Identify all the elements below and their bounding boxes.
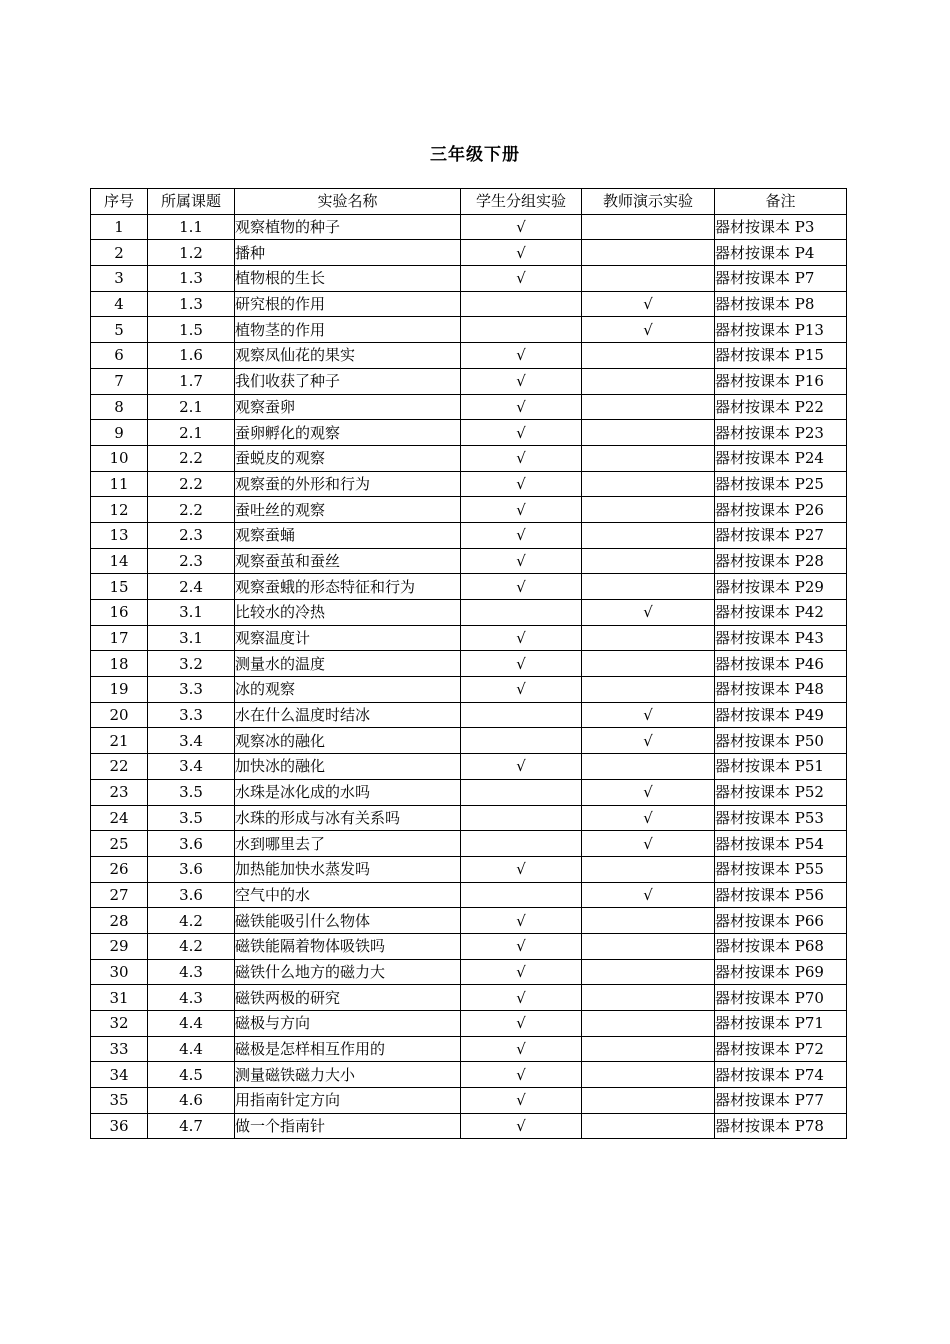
table-row [91, 1011, 847, 1037]
cell-student: √ [461, 1011, 582, 1037]
table-row [91, 702, 847, 728]
header-teacher: 教师演示实验 [582, 189, 715, 215]
cell-note: 器材按课本 P55 [715, 856, 847, 882]
cell-name: 蚕吐丝的观察 [235, 497, 461, 523]
cell-no: 24 [91, 805, 148, 831]
cell-no: 16 [91, 600, 148, 626]
cell-note: 器材按课本 P69 [715, 959, 847, 985]
experiment-table [90, 188, 847, 1139]
cell-no: 25 [91, 831, 148, 857]
cell-note: 器材按课本 P15 [715, 343, 847, 369]
cell-student: √ [461, 368, 582, 394]
table-row [91, 548, 847, 574]
cell-no: 33 [91, 1036, 148, 1062]
cell-student: √ [461, 908, 582, 934]
cell-topic: 3.6 [148, 831, 235, 857]
cell-no: 15 [91, 574, 148, 600]
cell-no: 12 [91, 497, 148, 523]
cell-name: 加热能加快水蒸发吗 [235, 856, 461, 882]
cell-note: 器材按课本 P29 [715, 574, 847, 600]
cell-name: 观察植物的种子 [235, 214, 461, 240]
cell-no: 10 [91, 445, 148, 471]
table-row [91, 754, 847, 780]
cell-student [461, 600, 582, 626]
cell-topic: 1.5 [148, 317, 235, 343]
cell-student [461, 831, 582, 857]
cell-name: 磁极是怎样相互作用的 [235, 1036, 461, 1062]
cell-topic: 1.7 [148, 368, 235, 394]
cell-name: 水到哪里去了 [235, 831, 461, 857]
cell-name: 加快冰的融化 [235, 754, 461, 780]
table-row [91, 1088, 847, 1114]
cell-topic: 3.2 [148, 651, 235, 677]
cell-note: 器材按课本 P4 [715, 240, 847, 266]
cell-teacher [582, 343, 715, 369]
cell-no: 21 [91, 728, 148, 754]
cell-name: 观察蚕的外形和行为 [235, 471, 461, 497]
cell-teacher [582, 985, 715, 1011]
cell-student: √ [461, 959, 582, 985]
header-note: 备注 [715, 189, 847, 215]
cell-topic: 3.1 [148, 625, 235, 651]
cell-note: 器材按课本 P54 [715, 831, 847, 857]
cell-topic: 3.6 [148, 882, 235, 908]
table-row [91, 1113, 847, 1139]
cell-student: √ [461, 522, 582, 548]
cell-name: 磁铁两极的研究 [235, 985, 461, 1011]
cell-no: 26 [91, 856, 148, 882]
cell-teacher [582, 548, 715, 574]
cell-note: 器材按课本 P68 [715, 933, 847, 959]
cell-no: 8 [91, 394, 148, 420]
table-row [91, 240, 847, 266]
cell-note: 器材按课本 P43 [715, 625, 847, 651]
cell-note: 器材按课本 P13 [715, 317, 847, 343]
cell-note: 器材按课本 P7 [715, 266, 847, 292]
table-row [91, 651, 847, 677]
cell-teacher [582, 959, 715, 985]
cell-note: 器材按课本 P70 [715, 985, 847, 1011]
cell-note: 器材按课本 P77 [715, 1088, 847, 1114]
cell-name: 做一个指南针 [235, 1113, 461, 1139]
cell-teacher [582, 933, 715, 959]
cell-name: 蚕卵孵化的观察 [235, 420, 461, 446]
cell-topic: 4.7 [148, 1113, 235, 1139]
cell-topic: 3.5 [148, 779, 235, 805]
cell-topic: 2.3 [148, 548, 235, 574]
cell-teacher: √ [582, 702, 715, 728]
cell-student: √ [461, 1062, 582, 1088]
table-row [91, 882, 847, 908]
cell-note: 器材按课本 P49 [715, 702, 847, 728]
table-row [91, 394, 847, 420]
cell-no: 3 [91, 266, 148, 292]
cell-teacher [582, 214, 715, 240]
cell-topic: 2.2 [148, 497, 235, 523]
cell-topic: 4.2 [148, 933, 235, 959]
table-row [91, 471, 847, 497]
cell-teacher [582, 497, 715, 523]
table-row [91, 677, 847, 703]
cell-topic: 2.1 [148, 420, 235, 446]
cell-student [461, 702, 582, 728]
cell-student: √ [461, 651, 582, 677]
cell-topic: 1.6 [148, 343, 235, 369]
cell-name: 磁铁什么地方的磁力大 [235, 959, 461, 985]
cell-no: 36 [91, 1113, 148, 1139]
header-student: 学生分组实验 [461, 189, 582, 215]
cell-no: 19 [91, 677, 148, 703]
cell-teacher [582, 677, 715, 703]
cell-note: 器材按课本 P51 [715, 754, 847, 780]
cell-note: 器材按课本 P46 [715, 651, 847, 677]
cell-no: 29 [91, 933, 148, 959]
table-row [91, 574, 847, 600]
cell-note: 器材按课本 P8 [715, 291, 847, 317]
cell-student: √ [461, 933, 582, 959]
cell-topic: 3.4 [148, 754, 235, 780]
cell-student: √ [461, 985, 582, 1011]
cell-teacher [582, 420, 715, 446]
cell-teacher [582, 240, 715, 266]
cell-student: √ [461, 471, 582, 497]
cell-no: 20 [91, 702, 148, 728]
cell-note: 器材按课本 P26 [715, 497, 847, 523]
cell-name: 蚕蜕皮的观察 [235, 445, 461, 471]
cell-note: 器材按课本 P3 [715, 214, 847, 240]
table-row [91, 805, 847, 831]
cell-name: 观察蚕卵 [235, 394, 461, 420]
cell-teacher: √ [582, 779, 715, 805]
cell-name: 植物根的生长 [235, 266, 461, 292]
table-row [91, 497, 847, 523]
cell-student: √ [461, 394, 582, 420]
cell-teacher: √ [582, 805, 715, 831]
cell-teacher [582, 856, 715, 882]
cell-name: 冰的观察 [235, 677, 461, 703]
cell-no: 17 [91, 625, 148, 651]
cell-no: 2 [91, 240, 148, 266]
cell-note: 器材按课本 P24 [715, 445, 847, 471]
cell-teacher [582, 266, 715, 292]
cell-student: √ [461, 574, 582, 600]
cell-no: 7 [91, 368, 148, 394]
table-row [91, 291, 847, 317]
table-row [91, 933, 847, 959]
cell-student: √ [461, 548, 582, 574]
cell-no: 6 [91, 343, 148, 369]
cell-student [461, 291, 582, 317]
cell-no: 23 [91, 779, 148, 805]
table-row [91, 728, 847, 754]
table-row [91, 908, 847, 934]
cell-no: 27 [91, 882, 148, 908]
table-row [91, 445, 847, 471]
header-no: 序号 [91, 189, 148, 215]
cell-student: √ [461, 266, 582, 292]
table-row [91, 317, 847, 343]
cell-student: √ [461, 343, 582, 369]
cell-student: √ [461, 1113, 582, 1139]
cell-student: √ [461, 1036, 582, 1062]
cell-note: 器材按课本 P42 [715, 600, 847, 626]
cell-teacher: √ [582, 882, 715, 908]
cell-name: 比较水的冷热 [235, 600, 461, 626]
header-name: 实验名称 [235, 189, 461, 215]
cell-name: 水珠的形成与冰有关系吗 [235, 805, 461, 831]
cell-note: 器材按课本 P74 [715, 1062, 847, 1088]
table-body [91, 214, 847, 1139]
cell-teacher: √ [582, 291, 715, 317]
cell-student: √ [461, 856, 582, 882]
cell-topic: 4.6 [148, 1088, 235, 1114]
cell-no: 28 [91, 908, 148, 934]
cell-note: 器材按课本 P78 [715, 1113, 847, 1139]
cell-no: 34 [91, 1062, 148, 1088]
cell-name: 观察温度计 [235, 625, 461, 651]
cell-student: √ [461, 625, 582, 651]
cell-name: 水珠是冰化成的水吗 [235, 779, 461, 805]
cell-name: 空气中的水 [235, 882, 461, 908]
cell-student [461, 882, 582, 908]
table-row [91, 343, 847, 369]
cell-student [461, 779, 582, 805]
cell-no: 11 [91, 471, 148, 497]
cell-note: 器材按课本 P27 [715, 522, 847, 548]
cell-topic: 4.3 [148, 959, 235, 985]
table-row [91, 420, 847, 446]
cell-teacher [582, 368, 715, 394]
cell-name: 观察冰的融化 [235, 728, 461, 754]
table-header-row [91, 189, 847, 215]
cell-note: 器材按课本 P23 [715, 420, 847, 446]
cell-name: 磁铁能隔着物体吸铁吗 [235, 933, 461, 959]
cell-name: 测量水的温度 [235, 651, 461, 677]
table-row [91, 522, 847, 548]
cell-no: 35 [91, 1088, 148, 1114]
table-row [91, 266, 847, 292]
table-row [91, 959, 847, 985]
cell-name: 观察蚕蛹 [235, 522, 461, 548]
cell-student [461, 317, 582, 343]
cell-topic: 1.1 [148, 214, 235, 240]
cell-topic: 3.1 [148, 600, 235, 626]
cell-topic: 3.3 [148, 702, 235, 728]
cell-name: 水在什么温度时结冰 [235, 702, 461, 728]
cell-topic: 2.3 [148, 522, 235, 548]
cell-teacher: √ [582, 728, 715, 754]
table-row [91, 856, 847, 882]
cell-topic: 4.4 [148, 1011, 235, 1037]
table-row [91, 214, 847, 240]
cell-teacher [582, 908, 715, 934]
cell-teacher [582, 445, 715, 471]
cell-name: 测量磁铁磁力大小 [235, 1062, 461, 1088]
cell-student: √ [461, 420, 582, 446]
cell-note: 器材按课本 P56 [715, 882, 847, 908]
cell-no: 18 [91, 651, 148, 677]
cell-teacher: √ [582, 600, 715, 626]
cell-name: 磁铁能吸引什么物体 [235, 908, 461, 934]
cell-topic: 1.2 [148, 240, 235, 266]
cell-student [461, 805, 582, 831]
cell-student: √ [461, 240, 582, 266]
cell-name: 植物茎的作用 [235, 317, 461, 343]
cell-topic: 4.3 [148, 985, 235, 1011]
cell-note: 器材按课本 P28 [715, 548, 847, 574]
cell-teacher: √ [582, 831, 715, 857]
cell-teacher [582, 651, 715, 677]
header-topic: 所属课题 [148, 189, 235, 215]
cell-teacher [582, 522, 715, 548]
table-row [91, 600, 847, 626]
cell-topic: 3.4 [148, 728, 235, 754]
cell-no: 9 [91, 420, 148, 446]
cell-teacher [582, 625, 715, 651]
cell-note: 器材按课本 P71 [715, 1011, 847, 1037]
cell-student: √ [461, 1088, 582, 1114]
cell-no: 5 [91, 317, 148, 343]
cell-topic: 2.2 [148, 471, 235, 497]
cell-teacher [582, 1011, 715, 1037]
table-row [91, 625, 847, 651]
cell-no: 13 [91, 522, 148, 548]
table-row [91, 1036, 847, 1062]
cell-topic: 3.6 [148, 856, 235, 882]
cell-teacher [582, 574, 715, 600]
cell-no: 1 [91, 214, 148, 240]
cell-note: 器材按课本 P66 [715, 908, 847, 934]
cell-student: √ [461, 754, 582, 780]
cell-topic: 2.4 [148, 574, 235, 600]
cell-name: 观察蚕蛾的形态特征和行为 [235, 574, 461, 600]
cell-name: 研究根的作用 [235, 291, 461, 317]
table-row [91, 831, 847, 857]
cell-note: 器材按课本 P25 [715, 471, 847, 497]
cell-topic: 1.3 [148, 291, 235, 317]
cell-no: 30 [91, 959, 148, 985]
cell-note: 器材按课本 P22 [715, 394, 847, 420]
cell-student: √ [461, 214, 582, 240]
cell-student: √ [461, 677, 582, 703]
cell-no: 4 [91, 291, 148, 317]
cell-note: 器材按课本 P53 [715, 805, 847, 831]
cell-topic: 4.2 [148, 908, 235, 934]
cell-no: 32 [91, 1011, 148, 1037]
cell-teacher [582, 471, 715, 497]
cell-name: 我们收获了种子 [235, 368, 461, 394]
cell-note: 器材按课本 P52 [715, 779, 847, 805]
cell-note: 器材按课本 P48 [715, 677, 847, 703]
cell-name: 用指南针定方向 [235, 1088, 461, 1114]
cell-topic: 2.2 [148, 445, 235, 471]
cell-teacher [582, 1036, 715, 1062]
cell-name: 观察凤仙花的果实 [235, 343, 461, 369]
cell-no: 22 [91, 754, 148, 780]
cell-no: 31 [91, 985, 148, 1011]
cell-teacher: √ [582, 317, 715, 343]
cell-note: 器材按课本 P16 [715, 368, 847, 394]
table-row [91, 368, 847, 394]
cell-topic: 4.5 [148, 1062, 235, 1088]
cell-topic: 1.3 [148, 266, 235, 292]
cell-no: 14 [91, 548, 148, 574]
cell-teacher [582, 754, 715, 780]
cell-name: 播种 [235, 240, 461, 266]
cell-teacher [582, 1113, 715, 1139]
cell-teacher [582, 1062, 715, 1088]
table-row [91, 779, 847, 805]
cell-topic: 2.1 [148, 394, 235, 420]
cell-topic: 3.5 [148, 805, 235, 831]
cell-topic: 3.3 [148, 677, 235, 703]
cell-topic: 4.4 [148, 1036, 235, 1062]
cell-student: √ [461, 497, 582, 523]
cell-student [461, 728, 582, 754]
cell-note: 器材按课本 P50 [715, 728, 847, 754]
cell-name: 观察蚕茧和蚕丝 [235, 548, 461, 574]
table-row [91, 985, 847, 1011]
cell-name: 磁极与方向 [235, 1011, 461, 1037]
page-title: 三年级下册 [430, 145, 520, 165]
cell-teacher [582, 1088, 715, 1114]
cell-teacher [582, 394, 715, 420]
cell-student: √ [461, 445, 582, 471]
table-row [91, 1062, 847, 1088]
cell-note: 器材按课本 P72 [715, 1036, 847, 1062]
